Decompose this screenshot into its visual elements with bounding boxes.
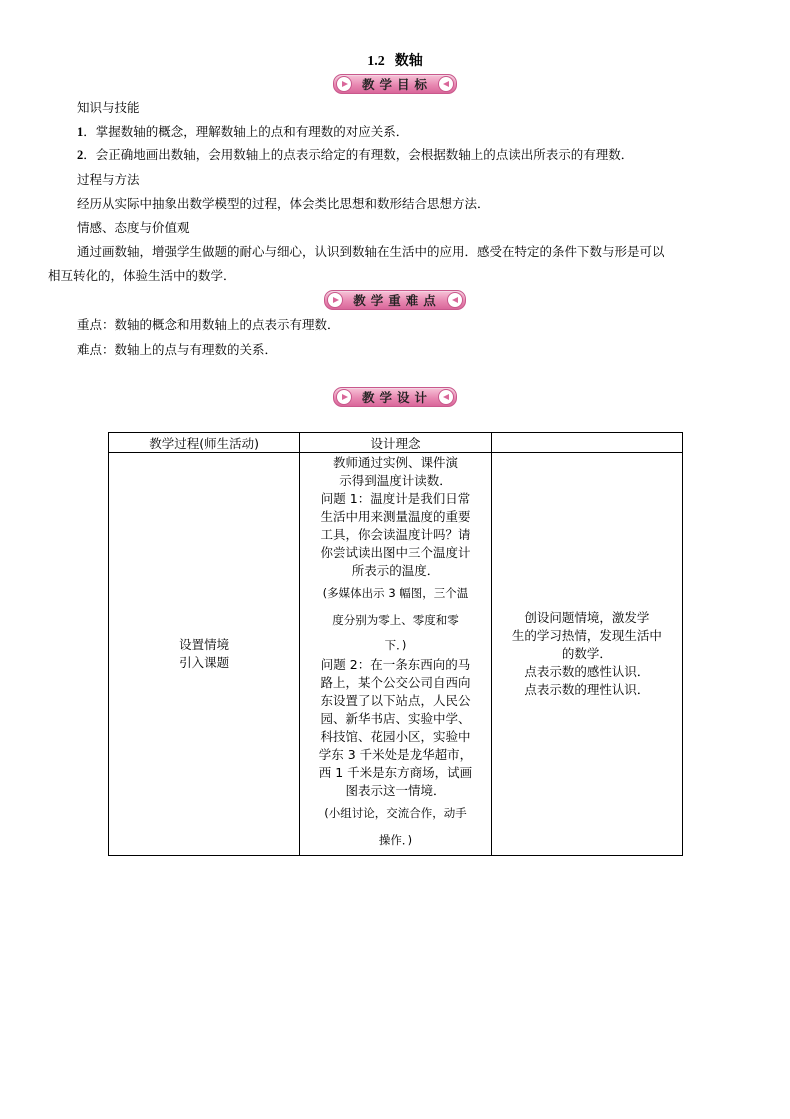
table-header-row (109, 433, 683, 453)
activity-line: 东设置了以下站点，人民公 (320, 693, 471, 708)
focus-point: 重点：数轴的概念和用数轴上的点表示有理数． (77, 317, 340, 332)
arrow-right-icon (336, 76, 352, 92)
activity-line: 学东 3 千米处是龙华超市， (318, 747, 473, 762)
stage-cell (109, 453, 300, 856)
activity-line: 科技馆、花园小区，实验中 (320, 729, 471, 744)
knowledge-item-1: 1．掌握数轴的概念，理解数轴上的点和有理数的对应关系． (77, 124, 409, 139)
table-row (109, 453, 683, 856)
activity-cell (300, 453, 491, 856)
activity-line: 示得到温度计读数． (339, 473, 452, 488)
emotion-text-line-1: 通过画数轴，增强学生做题的耐心与细心，认识到数轴在生活中的应用．感受在特定的条件下数与形是可以 (77, 244, 665, 259)
arrow-right-icon (336, 389, 352, 405)
lesson-name: 数轴 (394, 53, 423, 69)
header-process: 教学过程(师生活动) (109, 433, 300, 453)
emotion-text-line-2: 相互转化的，体验生活中的数学． (48, 268, 236, 283)
banner-design-label: 教学设计 (361, 390, 432, 405)
arrow-left-icon (447, 292, 463, 308)
activity-note: (多媒体出示 3 幅图，三个温 (322, 586, 469, 600)
emotion-heading: 情感、态度与价值观 (77, 220, 190, 235)
activity-note: 度分别为零上、零度和零 (332, 613, 459, 627)
activity-note: 操作．) (378, 833, 413, 847)
lesson-number: 1.2 (367, 54, 385, 69)
concept-line: 点表示数的感性认识． (524, 664, 650, 679)
process-text: 经历从实际中抽象出数学模型的过程，体会类比思想和数形结合思想方法． (77, 196, 490, 211)
arrow-left-icon (438, 389, 454, 405)
activity-line: 教师通过实例、课件演 (332, 455, 458, 470)
concept-line: 生的学习热情，发现生活中 (511, 628, 662, 643)
activity-line: 路上，某个公交公司自西向 (320, 675, 471, 690)
arrow-left-icon (438, 76, 454, 92)
stage-line-2: 引入课题 (179, 655, 230, 670)
header-concept: 设计理念 (300, 433, 491, 453)
activity-note: (小组讨论，交流合作，动手 (324, 806, 467, 820)
activity-line: 问题 1：温度计是我们日常 (320, 491, 471, 506)
activity-line: 园、新华书店、实验中学、 (320, 711, 471, 726)
knowledge-item-2: 2．会正确地画出数轴，会用数轴上的点表示给定的有理数，会根据数轴上的点读出所表示的有理数． (77, 147, 634, 162)
knowledge-heading: 知识与技能 (77, 100, 140, 115)
process-heading: 过程与方法 (77, 172, 140, 187)
difficulty-point: 难点：数轴上的点与有理数的关系． (77, 342, 278, 357)
activity-note: 下．) (384, 638, 407, 652)
arrow-right-icon (327, 292, 343, 308)
activity-line: 生活中用来测量温度的重要 (320, 509, 471, 524)
lesson-title (0, 50, 790, 70)
teaching-design-table (108, 432, 683, 856)
activity-line: 问题 2：在一条东西向的马 (320, 657, 471, 672)
concept-line: 点表示数的理性认识． (524, 682, 650, 697)
banner-goals-label: 教学目标 (361, 77, 432, 92)
banner-design (0, 386, 790, 408)
banner-goals (0, 73, 790, 95)
activity-line: 图表示这一情境． (345, 783, 446, 798)
banner-key-points (0, 289, 790, 311)
concept-cell (491, 453, 682, 856)
activity-line: 所表示的温度． (351, 563, 440, 578)
activity-line: 你尝试读出图中三个温度计 (320, 545, 471, 560)
header-blank (491, 433, 682, 453)
banner-key-points-label: 教学重难点 (353, 293, 441, 308)
concept-line: 创设问题情境，激发学 (524, 610, 650, 625)
activity-line: 工具，你会读温度计吗？请 (320, 527, 471, 542)
concept-line: 的数学． (561, 646, 612, 661)
stage-line-1: 设置情境 (179, 637, 230, 652)
activity-line: 西 1 千米是东方商场，试画 (318, 765, 473, 780)
